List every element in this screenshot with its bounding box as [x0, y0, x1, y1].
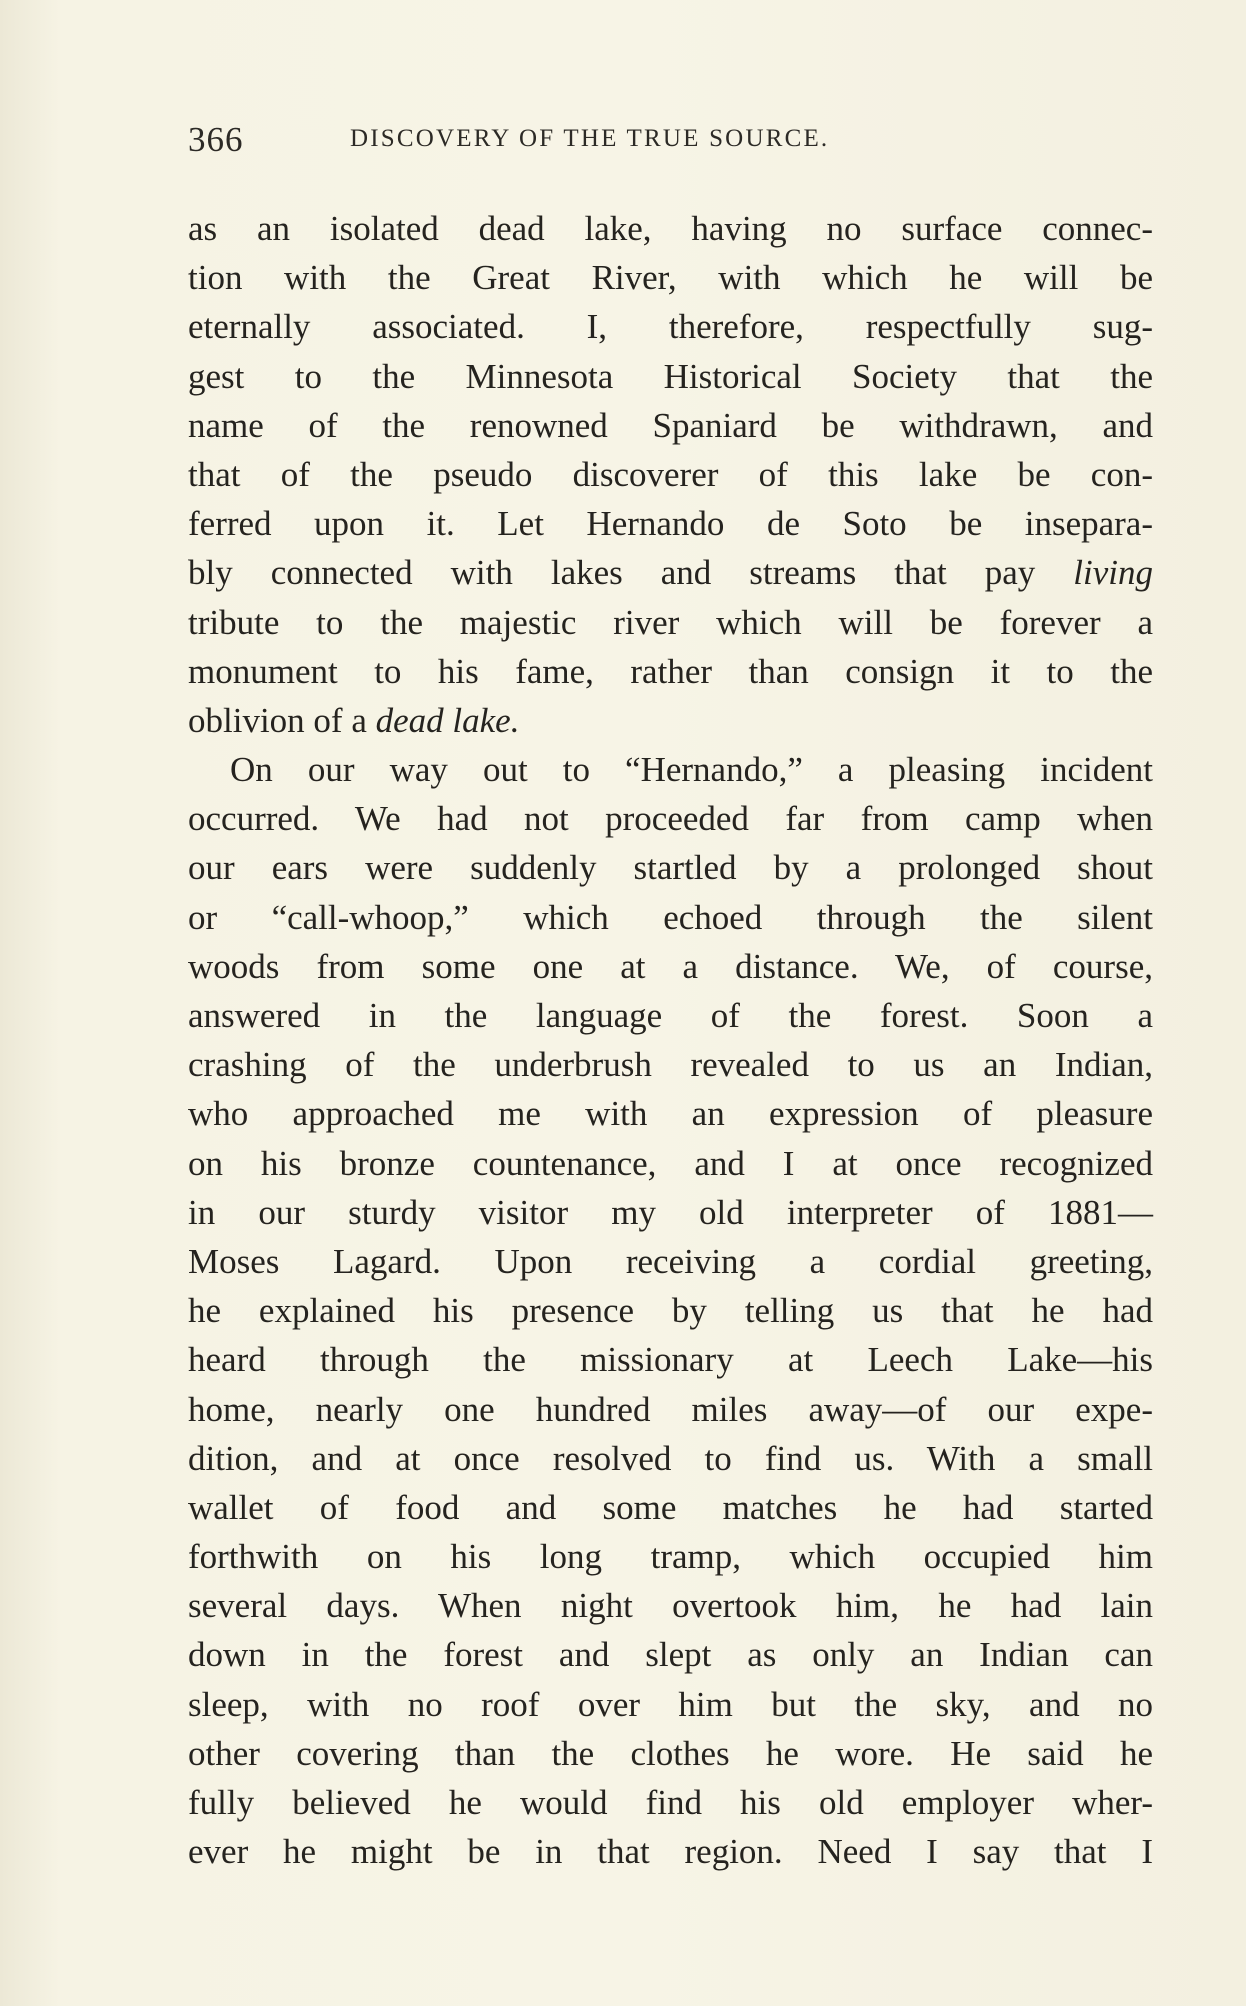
text-line: heard through the missionary at Leech Lake—his: [188, 1340, 1153, 1380]
text-line: eternally associated. I, therefore, respectfully sug-: [188, 307, 1153, 347]
text-line: ferred upon it. Let Hernando de Soto be insepara-: [188, 504, 1153, 544]
text-line: other covering than the clothes he wore. He said he: [188, 1733, 1153, 1773]
text-line: bly connected with lakes and streams that pay living: [188, 553, 1153, 593]
text-line: monument to his fame, rather than consign it to the: [188, 651, 1153, 691]
text-line: down in the forest and slept as only an Indian can: [188, 1635, 1153, 1675]
text-line: home, nearly one hundred miles away—of our expe-: [188, 1389, 1153, 1429]
text-line: Moses Lagard. Upon receiving a cordial greeting,: [188, 1241, 1153, 1281]
text-line: in our sturdy visitor my old interpreter of 1881—: [188, 1192, 1153, 1232]
text-line: occurred. We had not proceeded far from camp when: [188, 799, 1153, 839]
text-line: answered in the language of the forest. Soon a: [188, 996, 1153, 1035]
text-line: wallet of food and some matches he had started: [188, 1487, 1153, 1527]
page-header: [188, 116, 1153, 166]
text-line: he explained his presence by telling us that he had: [188, 1291, 1153, 1331]
page-number: 366: [188, 120, 244, 159]
text-line: several days. When night overtook him, he had lain: [188, 1586, 1153, 1626]
text-line: name of the renowned Spaniard be withdrawn, and: [188, 405, 1153, 445]
emphasis: dead lake.: [375, 700, 520, 740]
paragraph-2: [188, 745, 1153, 1876]
text-line: forthwith on his long tramp, which occupied him: [188, 1537, 1153, 1577]
text-line: oblivion of a dead lake.: [188, 700, 520, 740]
text-line: sleep, with no roof over him but the sky, and no: [188, 1684, 1153, 1724]
text-line: tribute to the majestic river which will be forever a: [188, 602, 1153, 642]
text-line: fully believed he would find his old employer wher-: [188, 1783, 1153, 1822]
paragraph-1: [188, 204, 1153, 745]
running-title: DISCOVERY OF THE TRUE SOURCE.: [350, 125, 830, 152]
text-line: woods from some one at a distance. We, of course,: [188, 946, 1153, 986]
text-line: tion with the Great River, with which he will be: [188, 258, 1153, 298]
text-line: crashing of the underbrush revealed to us an Indian,: [188, 1045, 1153, 1085]
text-line: who approached me with an expression of pleasure: [188, 1094, 1153, 1134]
text-line: our ears were suddenly startled by a prolonged shout: [188, 848, 1153, 888]
text-line: or “call-whoop,” which echoed through the silent: [188, 897, 1153, 937]
text-line: On our way out to “Hernando,” a pleasing incident: [230, 750, 1153, 790]
text-line: ever he might be in that region. Need I say that I: [188, 1832, 1153, 1872]
body-text: [188, 204, 1153, 1876]
text-line: that of the pseudo discoverer of this lake be con-: [188, 454, 1153, 494]
text-line: as an isolated dead lake, having no surface connec-: [188, 209, 1153, 248]
text-line: dition, and at once resolved to find us. With a small: [188, 1438, 1153, 1478]
emphasis: living: [1073, 553, 1153, 593]
text-line: on his bronze countenance, and I at once recognized: [188, 1143, 1153, 1183]
text-line: gest to the Minnesota Historical Society that the: [188, 356, 1153, 396]
